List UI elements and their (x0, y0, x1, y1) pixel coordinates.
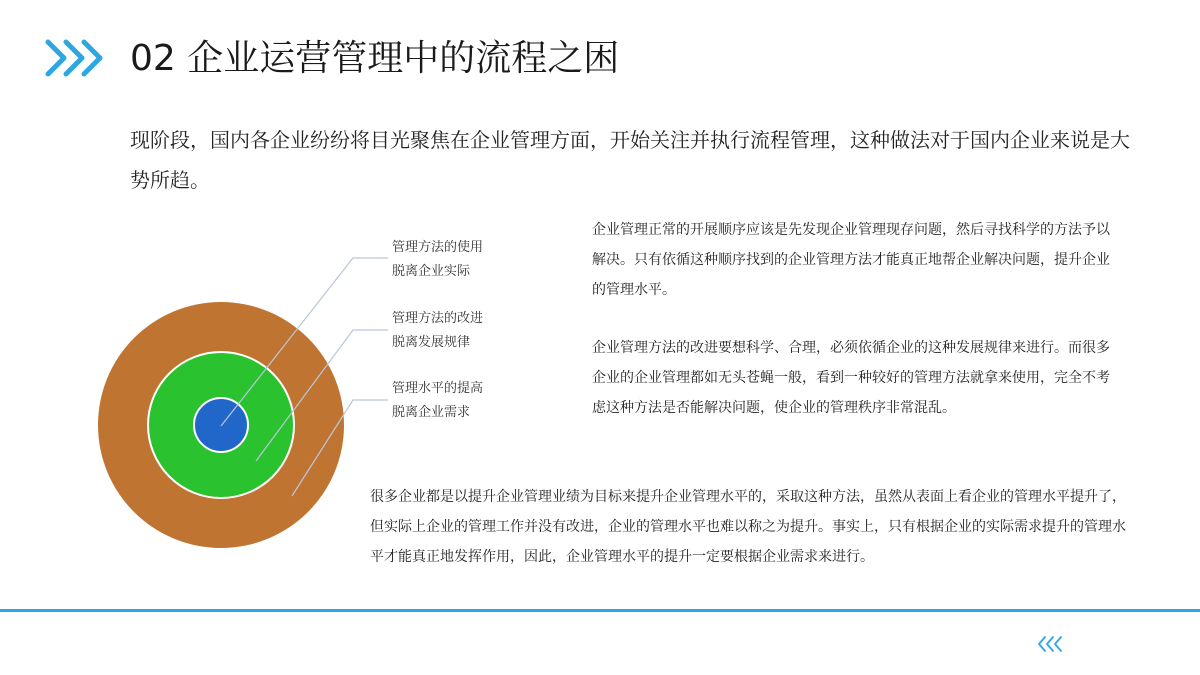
ring-label-inner-line1: 管理水平的提高 (392, 381, 484, 396)
paragraph-improvement: 企业管理方法的改进要想科学、合理，必须依循企业的这种发展规律来进行。而很多企业的企业管理都如无头苍蝇一般，看到一种较好的管理方法就拿来使用，完全不考虑这种方法是否能解决问题，使企业的管理秩序非常混乱。 (592, 340, 1110, 416)
inner-circle (194, 398, 248, 452)
leader-line-2 (256, 330, 388, 461)
middle-ring (148, 352, 294, 498)
ring-label-middle (392, 307, 562, 355)
triple-chevron-left-icon[interactable] (1036, 634, 1066, 654)
ring-label-outer-line2: 脱离企业实际 (392, 264, 471, 279)
footer-divider (0, 609, 1200, 612)
ring-label-middle-line1: 管理方法的改进 (392, 311, 484, 326)
ring-label-outer-line1: 管理方法的使用 (392, 240, 484, 255)
paragraph-usage: 企业管理正常的开展顺序应该是先发现企业管理现存问题，然后寻找科学的方法予以解决。只有依循这种顺序找到的企业管理方法才能真正地帮企业解决问题，提升企业的管理水平。 (592, 222, 1110, 298)
ring-label-inner (392, 377, 562, 425)
ring-label-inner-line2: 脱离企业需求 (392, 405, 471, 420)
leader-line-1 (221, 258, 388, 426)
ring-label-middle-line2: 脱离发展规律 (392, 335, 471, 350)
triple-chevron-right-icon (44, 36, 104, 80)
paragraph-level: 很多企业都是以提升企业管理业绩为目标来提升企业管理水平的，采取这种方法，虽然从表面上看企业的管理水平提升了，但实际上企业的管理工作并没有改进，企业的管理水平也难以称之为提升。事实上，只有根据企业的实际需求提升的管理水平才能真正地发挥作用，因此，企业管理水平的提升一定要根据企业需求来进行。 (370, 489, 1126, 565)
outer-ring (98, 302, 344, 548)
page-title: 02 企业运营管理中的流程之困 (130, 38, 620, 79)
ring-label-outer (392, 236, 562, 284)
intro-text: 现阶段，国内各企业纷纷将目光聚焦在企业管理方面，开始关注并执行流程管理，这种做法对于国内企业来说是大势所趋。 (130, 128, 1130, 192)
